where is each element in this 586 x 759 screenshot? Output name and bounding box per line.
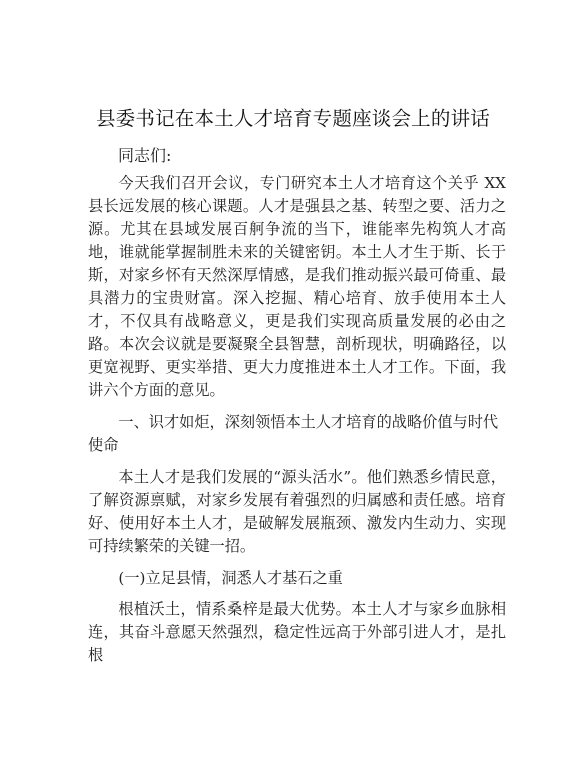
paragraph-section-1: 本土人才是我们发展的“源头活水”。他们熟悉乡情民意，了解资源禀赋，对家乡发展有着强烈的归属感和责任感。培育好、使用好本土人才，是破解发展瓶颈、激发内生动力、实现可持续繁荣的关键一招。 — [88, 468, 506, 555]
subsection-heading-1: (一)立足县情，洞悉人才基石之重 — [118, 569, 343, 587]
document-body — [88, 172, 506, 667]
section-heading-1: 一、识才如炬，深刻领悟本土人才培育的战略价值与时代使命 — [88, 413, 499, 454]
paragraph-intro: 今天我们召开会议，专门研究本土人才培育这个关乎 XX 县长远发展的核心课题。人才是强县之基、转型之要、活力之源。尤其在县域发展百舸争流的当下，谁能率先构筑人才高地，谁就能掌握制胜未来的关键密钥。本土人才生于斯、长于斯，对家乡怀有天然深厚情感，是我们推动振兴最可倚重、最具潜力的宝贵财富。深入挖掘、精心培育、放手使用本土人才，不仅具有战略意义，更是我们实现高质量发展的必由之路。本次会议就是要凝聚全县智慧，剖析现状，明确路径，以更宽视野、更实举措、更大力度推进本土人才工作。下面，我讲六个方面的意见。 — [88, 174, 506, 399]
paragraph-subsection-1: 根植沃土，情系桑梓是最大优势。本土人才与家乡血脉相连，其奋斗意愿天然强烈，稳定性远高于外部引进人才，是扎根 — [88, 600, 506, 664]
document-title: 县委书记在本土人才培育专题座谈会上的讲话 — [95, 107, 490, 130]
salutation: 同志们: — [118, 146, 172, 165]
